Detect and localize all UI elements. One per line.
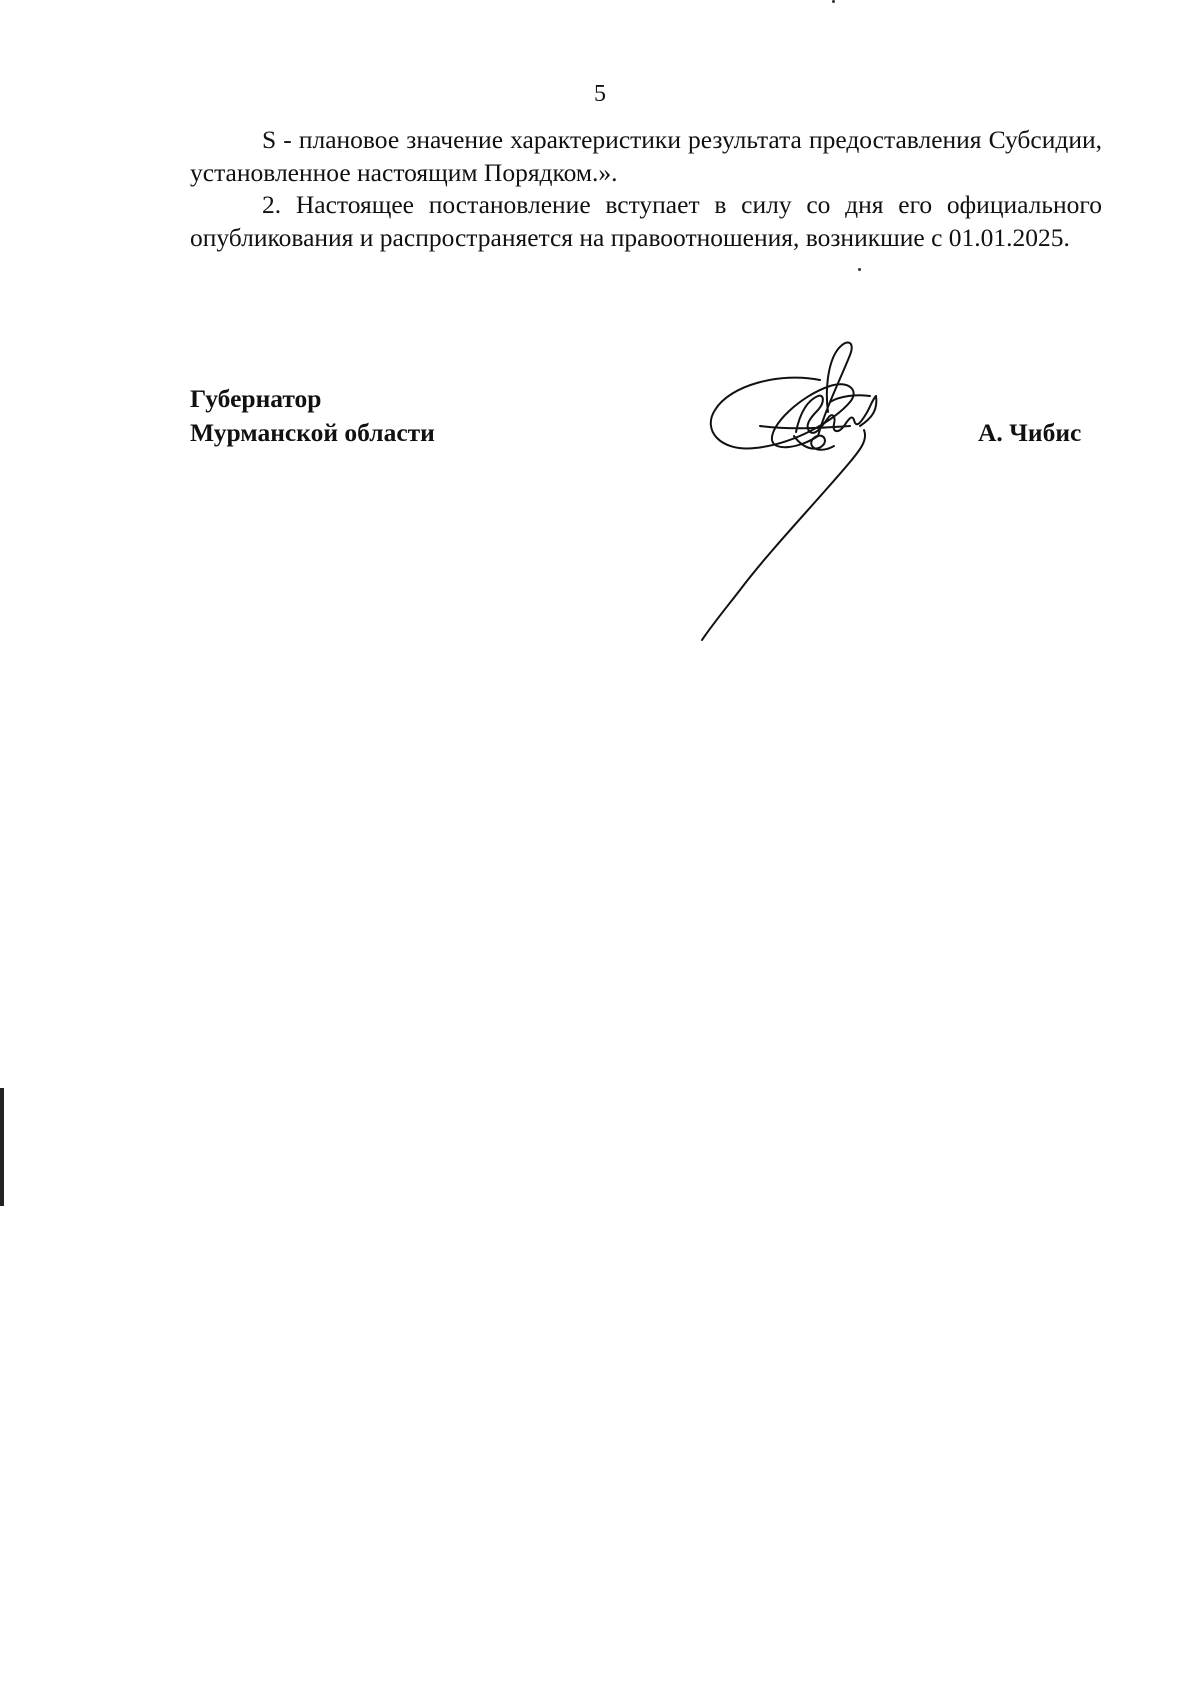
document-body — [190, 124, 1102, 254]
scan-speck — [832, 0, 835, 3]
scan-edge-mark — [0, 1088, 4, 1206]
signatory-name: А. Чибис — [978, 418, 1082, 447]
paragraph-definition: S - плановое значение характеристики результата предоставления Субсидии, установленное настоящим Порядком.». — [190, 125, 1102, 187]
paragraph-effective-date: 2. Настоящее постановление вступает в силу со дня его официального опубликования и распространяется на правоотношения, возникшие с 01.01.2025. — [190, 190, 1102, 252]
handwritten-signature-icon — [700, 340, 960, 650]
signatory-position — [190, 382, 435, 450]
page-number: 5 — [594, 81, 606, 107]
position-region: Мурманской области — [190, 418, 435, 447]
position-title: Губернатор — [190, 384, 322, 413]
scan-speck — [858, 268, 861, 271]
